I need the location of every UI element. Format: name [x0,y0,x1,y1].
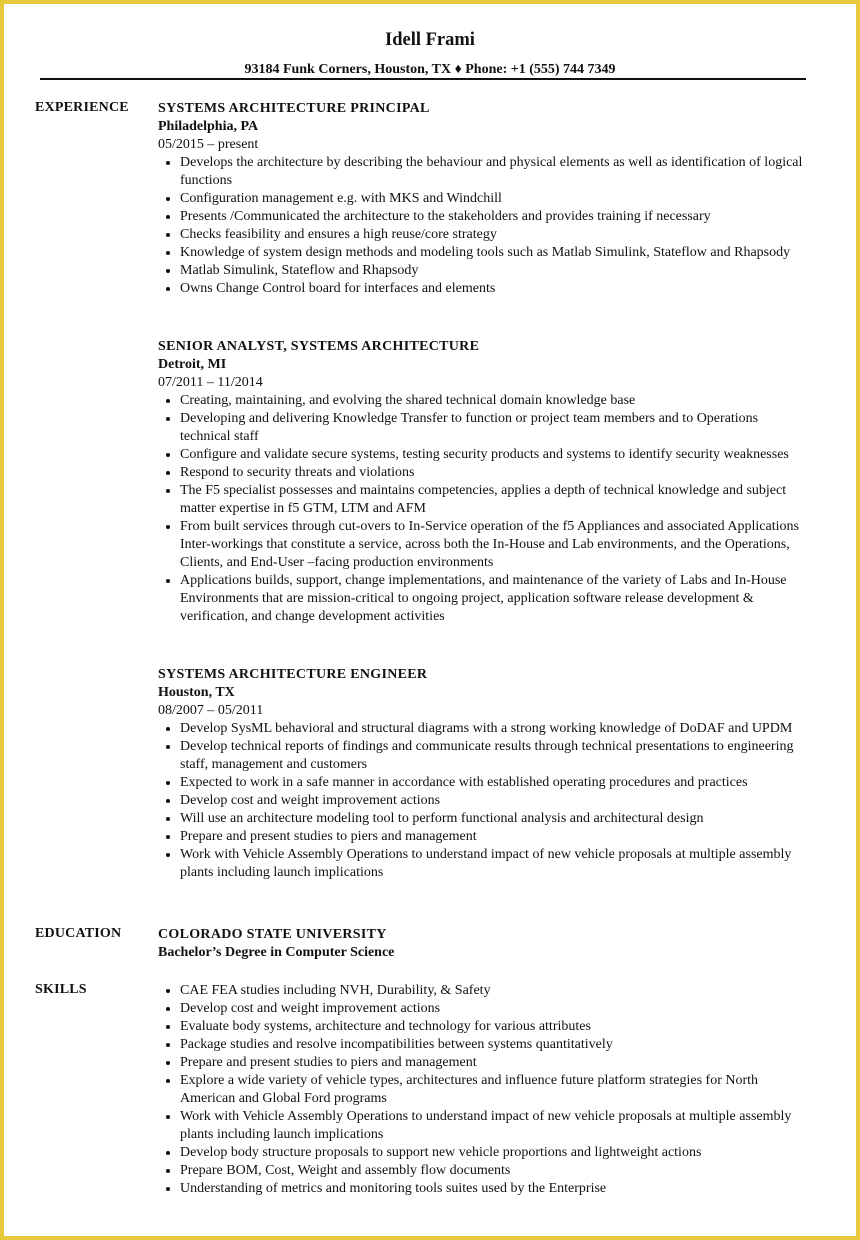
education-heading: EDUCATION [35,926,122,941]
experience-heading: EXPERIENCE [35,100,129,115]
bullet-item: • Presents /Communicated the architecture to the stakeholders and provides training if necessary [180,208,808,226]
skill-item: • Understanding of metrics and monitoring tools suites used by the Enterprise [180,1180,808,1198]
bullet-item: • Owns Change Control board for interfaces and elements [180,280,808,298]
job-entry [158,666,808,882]
skill-item: • Prepare BOM, Cost, Weight and assembly flow documents [180,1162,808,1180]
bullet-item: • Developing and delivering Knowledge Transfer to function or project team members and to Operations technical staff [180,410,808,446]
job-title: SENIOR ANALYST, SYSTEMS ARCHITECTURE [158,339,480,354]
skill-item: • Work with Vehicle Assembly Operations to understand impact of new vehicle proposals at multiple assembly plants including launch implications [180,1108,808,1144]
candidate-name: Idell Frami [385,30,475,50]
skill-item: • Develop cost and weight improvement actions [180,1000,808,1018]
bullet-item: • Work with Vehicle Assembly Operations to understand impact of new vehicle proposals at multiple assembly plants including launch implications [180,846,808,882]
job-location: Houston, TX [158,685,235,700]
resume-page [4,4,856,1236]
bullet-item: • Develop SysML behavioral and structural diagrams with a strong working knowledge of DoDAF and UPDM [180,720,808,738]
skill-item: • Evaluate body systems, architecture and technology for various attributes [180,1018,808,1036]
job-location: Detroit, MI [158,357,227,372]
bullet-item: • Develops the architecture by describing the behaviour and physical elements as well as identification of logical functions [180,154,808,190]
job-title: SYSTEMS ARCHITECTURE ENGINEER [158,667,428,682]
skills-heading: SKILLS [35,982,87,997]
skills-list [158,982,808,1198]
degree: Bachelor’s Degree in Computer Science [158,945,395,960]
bullet-item: • Develop cost and weight improvement actions [180,792,808,810]
bullet-item: • Checks feasibility and ensures a high reuse/core strategy [180,226,808,244]
bullet-item: • The F5 specialist possesses and maintains competencies, applies a depth of technical knowledge and subject matter expertise in f5 GTM, LTM and AFM [180,482,808,518]
skills-list-container [158,982,808,1198]
school-name: COLORADO STATE UNIVERSITY [158,927,387,942]
bullet-item: • Expected to work in a safe manner in accordance with established operating procedures and practices [180,774,808,792]
bullet-item: • Develop technical reports of findings and communicate results through technical presentations to engineering staff, management and customers [180,738,808,774]
bullet-item: • Prepare and present studies to piers and management [180,828,808,846]
bullet-item: • Knowledge of system design methods and modeling tools such as Matlab Simulink, Stateflow and Rhapsody [180,244,808,262]
job-entry [158,338,808,626]
job-title: SYSTEMS ARCHITECTURE PRINCIPAL [158,101,430,116]
job-dates: 08/2007 – 05/2011 [158,703,264,718]
bullet-item: • Creating, maintaining, and evolving the shared technical domain knowledge base [180,392,808,410]
skill-item: • Explore a wide variety of vehicle types, architectures and influence future platform strategies for North American and Global Ford programs [180,1072,808,1108]
skill-item: • Develop body structure proposals to support new vehicle proportions and lightweight actions [180,1144,808,1162]
education-entry [158,926,808,962]
job-dates: 05/2015 – present [158,137,259,152]
bullet-item: • Configuration management e.g. with MKS and Windchill [180,190,808,208]
job-bullets [158,154,808,298]
job-bullets [158,720,808,882]
job-location: Philadelphia, PA [158,119,259,134]
skill-item: • Package studies and resolve incompatibilities between systems quantitatively [180,1036,808,1054]
bullet-item: • Respond to security threats and violations [180,464,808,482]
bullet-item: • Matlab Simulink, Stateflow and Rhapsody [180,262,808,280]
skill-item: • CAE FEA studies including NVH, Durability, & Safety [180,982,808,1000]
bullet-item: • From built services through cut-overs to In-Service operation of the f5 Appliances and associated Applications Inter-workings that constitute a service, across both the In-House and Lab environments, and the Operations, Clients, and End-User –facing production environments [180,518,808,572]
job-bullets [158,392,808,626]
job-entry [158,100,808,298]
job-dates: 07/2011 – 11/2014 [158,375,263,390]
contact-line: 93184 Funk Corners, Houston, TX ♦ Phone: +1 (555) 744 7349 [244,62,616,77]
skill-item: • Prepare and present studies to piers and management [180,1054,808,1072]
bullet-item: • Applications builds, support, change implementations, and maintenance of the variety of Labs and In-House Environments that are mission-critical to ongoing project, application software release development & verification, and change development activities [180,572,808,626]
header-divider [40,78,806,80]
bullet-item: • Will use an architecture modeling tool to perform functional analysis and architectural design [180,810,808,828]
bullet-item: • Configure and validate secure systems, testing security products and systems to identify security weaknesses [180,446,808,464]
